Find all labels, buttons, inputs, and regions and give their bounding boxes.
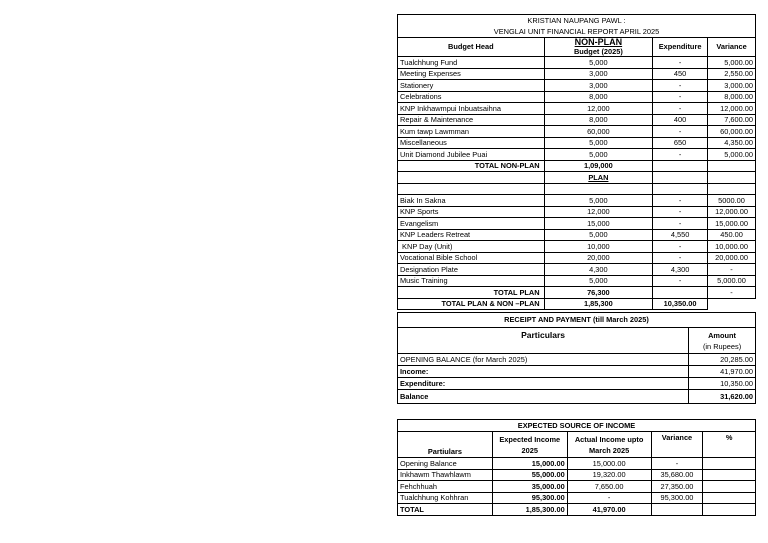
budget-value-cell: 5,000: [544, 195, 653, 207]
income-percent-cell: [703, 469, 756, 481]
variance-cell: 5,000.00: [708, 275, 756, 287]
total-plan-value: 76,300: [544, 287, 653, 299]
receipt-row: [398, 354, 756, 366]
budget-head-cell: Vocational Bible School: [398, 252, 545, 264]
income-header-expected-label: Expected Income: [499, 434, 561, 444]
income-header-percent: %: [703, 432, 756, 458]
budget-head-cell: KNP Inkhawmpui Inbuatsaihna: [398, 103, 545, 115]
header-nonplan: [544, 38, 653, 57]
expenditure-cell: -: [653, 57, 708, 69]
receipt-label-cell: OPENING BALANCE (for March 2025): [398, 354, 689, 366]
budget-head-cell: Celebrations: [398, 91, 545, 103]
receipt-amount-cell: 41,970.00: [689, 366, 756, 378]
total-nonplan-label: TOTAL NON-PLAN: [398, 160, 545, 172]
income-header-particulars: Partiulars: [398, 432, 493, 458]
budget-head-cell: KNP Day (Unit): [398, 241, 545, 253]
variance-cell: 4,350.00: [708, 137, 756, 149]
expected-income-table: [397, 419, 756, 516]
income-particular-cell: Tualchhung Kohhran: [398, 492, 493, 504]
expenditure-cell: -: [653, 195, 708, 207]
budget-head-cell: KNP Leaders Retreat: [398, 229, 545, 241]
total-nonplan-var: [708, 160, 756, 172]
budget-value-cell: 20,000: [544, 252, 653, 264]
income-total-percent: [703, 504, 756, 516]
receipt-amount-cell: 20,285.00: [689, 354, 756, 366]
plan-row: [398, 275, 756, 287]
variance-cell: 7,600.00: [708, 114, 756, 126]
income-total-actual: 41,970.00: [567, 504, 651, 516]
spacer-cell-2: [544, 183, 653, 195]
receipt-row: [398, 378, 756, 390]
report-title: [398, 15, 756, 38]
variance-cell: 12,000.00: [708, 103, 756, 115]
financial-report-table: [397, 14, 756, 310]
total-plan-exp: [653, 287, 708, 299]
income-header-row: [398, 432, 756, 458]
income-expected-cell: 95,300.00: [492, 492, 567, 504]
header-nonplan-label: NON-PLAN: [574, 37, 623, 47]
report-title-line1: KRISTIAN NAUPANG PAWL :: [527, 16, 626, 25]
expenditure-cell: -: [653, 218, 708, 230]
budget-value-cell: 3,000: [544, 80, 653, 92]
budget-value-cell: 8,000: [544, 114, 653, 126]
income-header-actual-sub: March 2025: [588, 445, 630, 455]
spacer-cell-3: [653, 183, 708, 195]
plan-heading: PLAN: [544, 172, 653, 184]
plan-row: [398, 195, 756, 207]
plan-row: [398, 264, 756, 276]
expenditure-cell: -: [653, 91, 708, 103]
nonplan-row: [398, 68, 756, 80]
receipt-header-particulars: Particulars: [398, 328, 689, 354]
total-nonplan-row: [398, 160, 756, 172]
variance-cell: 10,000.00: [708, 241, 756, 253]
report-header-row: [398, 38, 756, 57]
budget-value-cell: 3,000: [544, 68, 653, 80]
income-particular-cell: Opening Balance: [398, 458, 493, 470]
plan-row: [398, 229, 756, 241]
total-all-row: [398, 298, 756, 310]
plan-heading-blank-var: [708, 172, 756, 184]
budget-value-cell: 5,000: [544, 229, 653, 241]
plan-heading-row: [398, 172, 756, 184]
income-title: EXPECTED SOURCE OF INCOME: [398, 420, 756, 432]
variance-cell: 12,000.00: [708, 206, 756, 218]
expenditure-cell: 650: [653, 137, 708, 149]
income-variance-cell: 27,350.00: [651, 481, 703, 493]
budget-value-cell: 10,000: [544, 241, 653, 253]
spacer-row: [398, 183, 756, 195]
income-actual-cell: 7,650.00: [567, 481, 651, 493]
budget-head-cell: Repair & Maintenance: [398, 114, 545, 126]
expenditure-cell: -: [653, 103, 708, 115]
income-header-actual: [567, 432, 651, 458]
nonplan-row: [398, 149, 756, 161]
expenditure-cell: -: [653, 149, 708, 161]
income-actual-cell: 15,000.00: [567, 458, 651, 470]
variance-cell: 60,000.00: [708, 126, 756, 138]
receipt-title: RECEIPT AND PAYMENT (till March 2025): [398, 313, 756, 328]
plan-row: [398, 206, 756, 218]
expenditure-cell: 400: [653, 114, 708, 126]
expenditure-cell: 450: [653, 68, 708, 80]
income-particular-cell: Inkhawm Thawhlawm: [398, 469, 493, 481]
expenditure-cell: 4,550: [653, 229, 708, 241]
nonplan-row: [398, 57, 756, 69]
receipt-row: [398, 366, 756, 378]
variance-cell: 5,000.00: [708, 149, 756, 161]
receipt-label-cell: Expenditure:: [398, 378, 689, 390]
plan-row: [398, 241, 756, 253]
income-expected-cell: 35,000.00: [492, 481, 567, 493]
income-total-row: [398, 504, 756, 516]
nonplan-row: [398, 114, 756, 126]
income-variance-cell: -: [651, 458, 703, 470]
plan-row: [398, 218, 756, 230]
budget-value-cell: 12,000: [544, 103, 653, 115]
nonplan-row: [398, 103, 756, 115]
expenditure-cell: -: [653, 206, 708, 218]
total-nonplan-value: 1,09,000: [544, 160, 653, 172]
expenditure-cell: -: [653, 126, 708, 138]
variance-cell: 20,000.00: [708, 252, 756, 264]
total-nonplan-exp: [653, 160, 708, 172]
variance-cell: 3,000.00: [708, 80, 756, 92]
income-row: [398, 469, 756, 481]
budget-head-cell: Music Training: [398, 275, 545, 287]
income-expected-cell: 55,000.00: [492, 469, 567, 481]
income-percent-cell: [703, 458, 756, 470]
income-percent-cell: [703, 481, 756, 493]
income-actual-cell: -: [567, 492, 651, 504]
budget-value-cell: 12,000: [544, 206, 653, 218]
income-particular-cell: Fehchhuah: [398, 481, 493, 493]
header-budget-head: Budget Head: [398, 38, 545, 57]
income-total-expected: 1,85,300.00: [492, 504, 567, 516]
receipt-header-amount: [689, 328, 756, 354]
spacer-cell-1: [398, 183, 545, 195]
receipt-header-row: [398, 328, 756, 354]
receipt-balance-value: 31,620.00: [689, 390, 756, 404]
variance-cell: 5,000.00: [708, 57, 756, 69]
income-row: [398, 481, 756, 493]
income-header-actual-label: Actual Income upto: [574, 434, 644, 444]
plan-heading-blank-exp: [653, 172, 708, 184]
spacer-cell-4: [708, 183, 756, 195]
income-total-label: TOTAL: [398, 504, 493, 516]
receipt-header-amount-label: Amount: [708, 330, 737, 340]
budget-head-cell: Biak In Sakna: [398, 195, 545, 207]
income-variance-cell: 95,300.00: [651, 492, 703, 504]
income-actual-cell: 19,320.00: [567, 469, 651, 481]
budget-value-cell: 5,000: [544, 275, 653, 287]
income-title-row: [398, 420, 756, 432]
total-plan-var: -: [708, 287, 756, 299]
income-percent-cell: [703, 492, 756, 504]
budget-head-cell: Miscellaneous: [398, 137, 545, 149]
receipt-payment-table: [397, 312, 756, 404]
budget-value-cell: 5,000: [544, 57, 653, 69]
budget-head-cell: Meeting Expenses: [398, 68, 545, 80]
receipt-balance-row: [398, 390, 756, 404]
nonplan-row: [398, 137, 756, 149]
total-plan-label: TOTAL PLAN: [398, 287, 545, 299]
expenditure-cell: -: [653, 252, 708, 264]
total-all-value: 1,85,300: [544, 298, 653, 310]
expenditure-cell: -: [653, 241, 708, 253]
budget-head-cell: Evangelism: [398, 218, 545, 230]
budget-head-cell: Stationery: [398, 80, 545, 92]
total-all-exp: 10,350.00: [653, 298, 708, 310]
income-expected-cell: 15,000.00: [492, 458, 567, 470]
budget-value-cell: 5,000: [544, 149, 653, 161]
plan-heading-blank: [398, 172, 545, 184]
variance-cell: -: [708, 264, 756, 276]
budget-head-cell: Designation Plate: [398, 264, 545, 276]
budget-head-cell: KNP Sports: [398, 206, 545, 218]
variance-cell: 8,000.00: [708, 91, 756, 103]
receipt-balance-label: Balance: [398, 390, 689, 404]
receipt-amount-cell: 10,350.00: [689, 378, 756, 390]
variance-cell: 2,550.00: [708, 68, 756, 80]
nonplan-row: [398, 80, 756, 92]
income-variance-cell: 35,680.00: [651, 469, 703, 481]
nonplan-row: [398, 91, 756, 103]
report-title-row: [398, 15, 756, 38]
header-variance: Variance: [708, 38, 756, 57]
plan-row: [398, 252, 756, 264]
variance-cell: 450.00: [708, 229, 756, 241]
total-all-label: TOTAL PLAN & NON –PLAN: [398, 298, 545, 310]
income-header-variance: Variance: [651, 432, 703, 458]
receipt-title-row: [398, 313, 756, 328]
header-expenditure: Expenditure: [653, 38, 708, 57]
budget-value-cell: 5,000: [544, 137, 653, 149]
total-plan-row: [398, 287, 756, 299]
receipt-header-amount-sub: (in Rupees): [702, 341, 742, 351]
income-row: [398, 492, 756, 504]
budget-value-cell: 60,000: [544, 126, 653, 138]
receipt-label-cell: Income:: [398, 366, 689, 378]
budget-value-cell: 8,000: [544, 91, 653, 103]
report-title-line2: VENGLAI UNIT FINANCIAL REPORT APRIL 2025: [493, 27, 660, 36]
nonplan-row: [398, 126, 756, 138]
variance-cell: 5000.00: [708, 195, 756, 207]
income-row: [398, 458, 756, 470]
header-nonplan-sub: Budget (2025): [573, 47, 623, 56]
expenditure-cell: -: [653, 275, 708, 287]
expenditure-cell: -: [653, 80, 708, 92]
budget-head-cell: Tualchhung Fund: [398, 57, 545, 69]
total-all-var-blank: [708, 298, 756, 310]
income-total-variance: [651, 504, 703, 516]
income-header-expected: [492, 432, 567, 458]
budget-head-cell: Kum tawp Lawmman: [398, 126, 545, 138]
income-header-expected-sub: 2025: [521, 445, 538, 455]
budget-value-cell: 4,300: [544, 264, 653, 276]
variance-cell: 15,000.00: [708, 218, 756, 230]
expenditure-cell: 4,300: [653, 264, 708, 276]
budget-value-cell: 15,000: [544, 218, 653, 230]
budget-head-cell: Unit Diamond Jubilee Puai: [398, 149, 545, 161]
